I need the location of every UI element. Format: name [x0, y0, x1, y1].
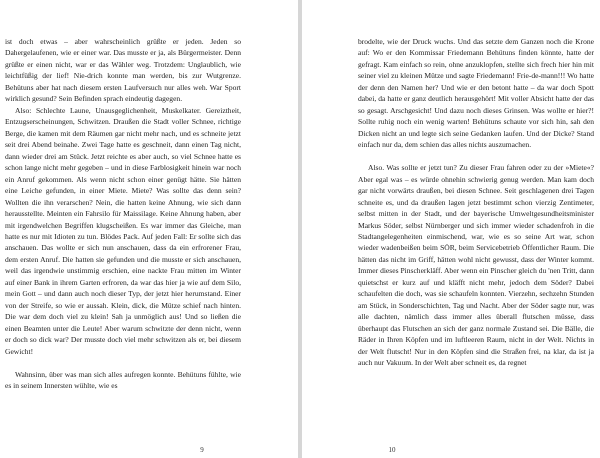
paragraph: ist doch etwas – aber wahrscheinlich grüßte er jeden. Jeden so Dahergelaufenen, wie er einer war. Das musste er ja, als Bürgermeister. Denn grüßte er einen nicht, war er das Wähler weg. Trotzdem: Unglaublich, wie leichtfüßig der lief! Nie-drich konnte man werden, bis zur Wutgrenze. Behütuns aber hat nach diesem ersten Laufversuch nur alles weh. War Sport wirklich gesund? Sein Befinden sprach eindeutig dagegen.: [5, 37, 241, 104]
page-number: 10: [388, 446, 396, 454]
left-page: [0, 0, 298, 458]
paragraph: Wahnsinn, über was man sich alles aufregen konnte. Behütuns fühlte, wie es in seinem Innersten wühlte, wie es: [5, 369, 241, 391]
right-page: [302, 0, 600, 458]
right-page-body: [358, 36, 594, 369]
paragraph: Also: Schlechte Laune, Unausgeglichenheit, Muskelkater. Gereiztheit, Entzugserscheinungen, Schwitzen. Draußen die Stadt voller Schnee, richtige Berge, die kamen mit dem Räumen gar nicht mehr nach, und es schneite jetzt seit drei Abend beinahe. Zwei Tage hatte es geschneit, dann einen Tag nicht, dann wieder drei am Stück. Jetzt reichte es aber auch, so viel Schnee hatte es schon lange nicht mehr gegeben – und in diese Farblosigkeit hinein war noch ein Anruf gekommen. Als wenn nicht schon einer genügt hätte. Sie hätten eine Leiche gefunden, in einer Miete. Miete? Was sollte das denn sein? Wollten die ihn verarschen? Nein, die hatten keine Ahnung, wie sich dann herausstellte. Meinten ein Fahrsilo für Maissilage. Keine Ahnung haben, aber mit irgendwelchen Begriffen klugscheißen. Es war immer das Gleiche, man hatte es nur mit Idioten zu tun. Blödes Pack. Auf jeden Fall: Er sollte sich das anschauen. Das wollte er sich nun anschauen, dass da ein erfrorener Frau, dem ersten Anruf. Die hatten sie gefunden und die musste er sich anschauen, weil das irgendwie unstimmig erschien, eine nackte Frau mitten im Winter auf einer Bank in ihrem Garten erfroren, da war das hier ja wie auf dem Silo, mein Gott – und dann auch noch dieser Typ, der jetzt hier herumstand. Einer von der Streife, so wie er aussah. Klein, dick, die Mütze schief nach hinten. Die war dem doch viel zu klein! Sah ja unmöglich aus! Und so ließen die einen Beamten unter die Leute! Aber warum schwitzte der denn nicht, wenn er doch so dick war? Der musste doch viel mehr schwitzen als er, bei diesem Gewicht!: [5, 105, 241, 356]
left-page-body: [5, 36, 241, 392]
paragraph: Also. Was sollte er jetzt tun? Zu dieser Frau fahren oder zu der »Miete«? Aber egal was – es würde ohnehin schwierig genug werden. Man kam doch gar nicht vorwärts draußen, bei diesen Schnee. Seit geschlagenen drei Tagen schneite es, und da draußen lagen jetzt bestimmt schon vierzig Zentimeter, selbst mitten in der Stadt, und der bayerische Umweltgesundheitsminister Markus Söder, selbst Nürnberger und sich immer wieder schadenfroh in die Stadtangelegenheiten einmischend, war, wie es so seine Art war, schon wieder wadenbeißen beim SÖR, beim Servicebetrieb Öffentlicher Raum. Die hätten das nicht im Griff, hätten wohl nicht gewusst, dass der Winter kommt. Immer dieses Pinscherkläff. Aber wenn ein Pinscher gleich du 'nen Tritt, dann quietschst er kurz auf und kläfft nicht mehr, jedoch dem Söder? Dabei schaufelten die doch, was sie schaufeln konnten. Vierzehn, sechzehn Stunden am Stück, in Sonderschichten, Tag und Nacht. Aber der Söder sagte nur, was alle dachten, nämlich dass immer alles überall flutschen müsse, dass überhaupt das Flutschen an sich der ganz normale Zustand sei. Die Bälle, die Räder in Ihren Köpfen und im luftleeren Raum, nicht in der Welt. Nichts in der Welt flutscht! Nur in den Köpfen sind die Straßen frei, na klar, da ist ja auch nur Vakuum. In der Welt aber schneit es, da regnet: [358, 163, 594, 368]
paragraph: brodelte, wie der Druck wuchs. Und das setzte dem Ganzen noch die Krone auf: Wo er den Kommissar Friedemann Behütuns finden könnte, hatte der gefragt. Kam einfach so rein, ohne anzuklopfen, stellte sich frech hier hin mit seiner viel zu kleinen Mütze und sagte Friedemann! Frie-de-mann!!! Wo hatte der denn den Namen her? Und wie er den betont hatte – da war doch Spott dabei, da hatte er ganz deutlich herausgehört! Mit voller Absicht hatte der das so gesagt. Arschgesicht! Und dazu noch dieses Grinsen. Was wollte er hier?! Sollte ruhig noch ein wenig warten! Behütuns schaute vor sich hin, sah den Dicken nicht an und legte sich seine Gedanken laufen. Und der Dicke? Stand einfach nur da, dem schien das alles nichts auszumachen.: [358, 37, 594, 150]
page-number: 9: [200, 446, 204, 454]
